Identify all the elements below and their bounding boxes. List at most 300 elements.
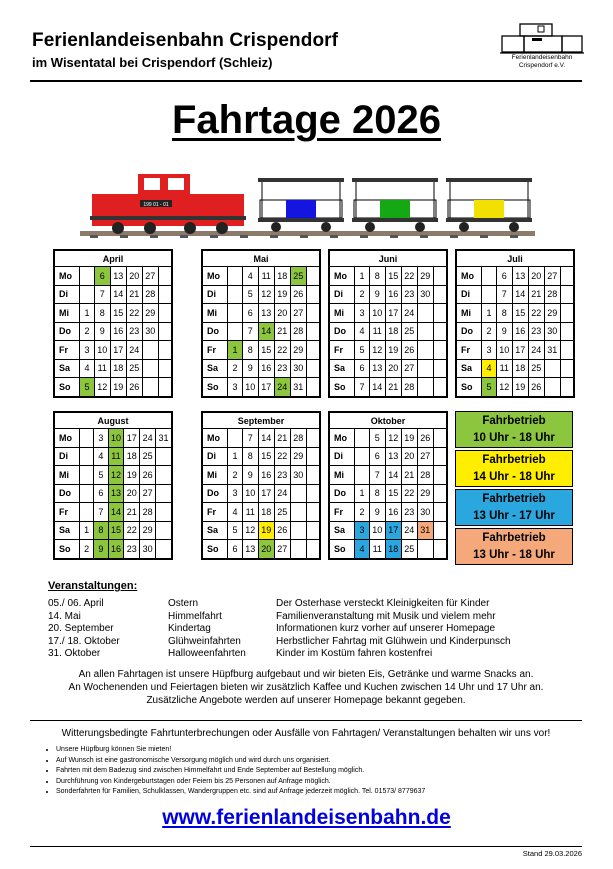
carriage-blue <box>258 178 344 232</box>
date-cell <box>142 359 158 378</box>
date-cell: 24 <box>274 378 290 397</box>
date-cell <box>417 304 433 323</box>
event-date: 05./ 06. April <box>48 598 104 609</box>
table-row <box>457 322 574 341</box>
date-cell <box>290 540 306 559</box>
date-cell: 9 <box>242 359 258 378</box>
date-cell: 23 <box>274 359 290 378</box>
month-name: August <box>55 413 172 429</box>
date-cell <box>417 540 433 559</box>
date-cell: 21 <box>385 378 401 397</box>
date-cell: 12 <box>108 466 124 485</box>
date-cell: 18 <box>274 267 290 286</box>
event-name: Himmelfahrt <box>168 610 222 622</box>
date-cell: 22 <box>528 304 544 323</box>
date-cell: 14 <box>258 429 274 448</box>
table-row <box>203 341 320 360</box>
date-cell: 16 <box>108 540 124 559</box>
date-cell <box>433 466 446 485</box>
date-cell: 4 <box>355 540 370 559</box>
table-row <box>457 378 574 397</box>
date-cell: 25 <box>126 359 142 378</box>
date-cell: 27 <box>274 540 290 559</box>
date-cell: 22 <box>274 341 290 360</box>
date-cell: 6 <box>242 304 258 323</box>
date-cell: 19 <box>385 341 401 360</box>
event-name: Glühweinfahrten <box>168 635 241 647</box>
date-cell: 2 <box>482 322 497 341</box>
month-calendar <box>328 411 448 560</box>
list-item: • Sonderfahrten für Familien, Schulklassen, Wandergruppen etc. sind auf Anfrage jederzeit möglich. Tel. 01573/ 8779637 <box>56 787 425 798</box>
date-cell <box>306 378 319 397</box>
list-item <box>48 611 578 624</box>
event-name: Halloweenfahrten <box>168 648 246 659</box>
date-cell: 25 <box>401 540 417 559</box>
date-cell: 10 <box>108 429 124 448</box>
month-calendar <box>455 249 575 398</box>
date-cell: 29 <box>290 447 306 466</box>
date-cell: 31 <box>544 341 560 360</box>
date-cell: 25 <box>290 267 306 286</box>
weekday-label: Fr <box>55 341 80 360</box>
date-cell: 13 <box>385 447 401 466</box>
date-cell: 24 <box>140 429 156 448</box>
date-cell: 15 <box>258 447 274 466</box>
month-name: Juli <box>457 251 574 267</box>
weekday-label: Di <box>203 447 228 466</box>
date-cell <box>79 429 93 448</box>
date-cell <box>355 429 370 448</box>
locomotive <box>90 174 246 234</box>
event-name: Ostern <box>168 598 199 609</box>
date-cell: 27 <box>417 447 433 466</box>
date-cell: 15 <box>108 521 124 540</box>
logo-caption: Ferienlandeisenbahn Crispendorf e.V. <box>511 54 573 69</box>
date-cell: 9 <box>242 466 258 485</box>
date-cell: 24 <box>126 341 142 360</box>
date-cell: 19 <box>512 378 528 397</box>
weekday-label: Sa <box>203 521 228 540</box>
date-cell: 26 <box>290 285 306 304</box>
list-item <box>48 623 578 636</box>
date-cell: 29 <box>417 267 433 286</box>
date-cell <box>228 285 243 304</box>
date-cell: 23 <box>401 503 417 522</box>
date-cell: 28 <box>140 503 156 522</box>
date-cell <box>306 267 319 286</box>
date-cell <box>560 322 573 341</box>
date-cell: 12 <box>369 341 385 360</box>
date-cell: 31 <box>290 378 306 397</box>
date-cell <box>156 521 172 540</box>
table-row <box>330 429 447 448</box>
date-cell: 24 <box>528 341 544 360</box>
date-cell: 31 <box>156 429 172 448</box>
date-cell: 14 <box>512 285 528 304</box>
weekday-label: Mo <box>330 267 355 286</box>
date-cell: 23 <box>528 322 544 341</box>
table-row <box>55 378 172 397</box>
date-cell <box>355 466 370 485</box>
date-cell <box>417 378 433 397</box>
weekday-label: Di <box>457 285 482 304</box>
date-cell: 6 <box>355 359 370 378</box>
date-cell: 5 <box>94 466 108 485</box>
date-cell <box>433 341 446 360</box>
list-item: • Fahrten mit dem Badezug sind zwischen Himmelfahrt und Ende September auf Bestellung möglich. <box>56 766 425 777</box>
divider <box>30 720 582 721</box>
date-cell: 26 <box>274 521 290 540</box>
date-cell <box>156 484 172 503</box>
weekday-label: Fr <box>203 341 228 360</box>
event-date: 31. Oktober <box>48 648 101 659</box>
date-cell: 10 <box>94 341 110 360</box>
date-cell <box>417 359 433 378</box>
weekday-label: So <box>203 540 228 559</box>
date-cell: 7 <box>94 503 108 522</box>
date-cell: 17 <box>258 378 274 397</box>
legend-time: 13 Uhr - 18 Uhr <box>473 549 555 561</box>
date-cell <box>417 341 433 360</box>
table-row <box>203 429 320 448</box>
date-cell <box>228 267 243 286</box>
date-cell: 13 <box>512 267 528 286</box>
weekday-label: Do <box>55 322 80 341</box>
weather-notice: Witterungsbedingte Fahrtunterbrechungen oder Ausfälle von Fahrtagen/ Veranstaltungen behalten wir uns vor! <box>61 728 551 739</box>
date-cell: 5 <box>482 378 497 397</box>
weekday-label: Do <box>203 484 228 503</box>
date-cell <box>79 466 93 485</box>
weekday-label: So <box>330 540 355 559</box>
info-line: An allen Fahrtagen ist unsere Hüpfburg aufgebaut und wir bieten Eis, Getränke und warme Snacks an. <box>78 669 534 680</box>
month-calendar <box>201 249 321 398</box>
date-cell: 25 <box>274 503 290 522</box>
weekday-label: Sa <box>457 359 482 378</box>
date-cell: 11 <box>369 322 385 341</box>
date-cell <box>306 304 319 323</box>
table-row <box>203 447 320 466</box>
date-cell: 3 <box>482 341 497 360</box>
table-row <box>330 466 447 485</box>
carriage-yellow <box>446 178 532 232</box>
date-cell: 11 <box>242 503 258 522</box>
date-cell: 28 <box>401 378 417 397</box>
date-cell: 30 <box>140 540 156 559</box>
date-cell: 15 <box>512 304 528 323</box>
date-cell: 30 <box>417 285 433 304</box>
date-cell: 20 <box>124 484 140 503</box>
date-cell <box>290 503 306 522</box>
date-cell <box>290 521 306 540</box>
weekday-label: Mo <box>457 267 482 286</box>
date-cell: 7 <box>369 466 385 485</box>
date-cell: 22 <box>126 304 142 323</box>
date-cell: 27 <box>544 267 560 286</box>
date-cell: 1 <box>355 484 370 503</box>
date-cell: 19 <box>274 285 290 304</box>
legend-item <box>455 411 573 448</box>
date-cell: 4 <box>355 322 370 341</box>
date-cell: 16 <box>385 285 401 304</box>
date-cell: 28 <box>142 285 158 304</box>
date-cell <box>560 378 573 397</box>
website-link[interactable]: www.ferienlandeisenbahn.de <box>162 806 451 829</box>
weekday-label: Di <box>203 285 228 304</box>
legend-time: 13 Uhr - 17 Uhr <box>473 510 555 522</box>
date-cell: 6 <box>94 484 108 503</box>
table-row <box>203 378 320 397</box>
weekday-label: Sa <box>203 359 228 378</box>
date-cell <box>228 304 243 323</box>
weekday-label: Do <box>457 322 482 341</box>
date-cell: 8 <box>242 341 258 360</box>
date-cell: 25 <box>401 322 417 341</box>
date-cell <box>433 304 446 323</box>
date-cell <box>228 322 243 341</box>
date-cell <box>158 378 171 397</box>
date-cell: 12 <box>258 285 274 304</box>
date-cell: 5 <box>242 285 258 304</box>
date-cell: 15 <box>385 267 401 286</box>
date-cell <box>544 378 560 397</box>
date-cell: 14 <box>385 466 401 485</box>
date-cell: 21 <box>401 466 417 485</box>
date-cell: 14 <box>369 378 385 397</box>
weekday-label: Mi <box>457 304 482 323</box>
date-cell: 6 <box>228 540 243 559</box>
date-cell <box>433 285 446 304</box>
date-cell: 17 <box>512 341 528 360</box>
weekday-label: Di <box>330 447 355 466</box>
month-name: Juni <box>330 251 447 267</box>
date-cell: 8 <box>94 521 108 540</box>
date-cell: 26 <box>140 466 156 485</box>
date-cell: 3 <box>228 484 243 503</box>
date-cell <box>433 447 446 466</box>
date-cell <box>433 322 446 341</box>
date-cell: 13 <box>369 359 385 378</box>
date-cell: 20 <box>528 267 544 286</box>
legend-label: Fahrbetrieb <box>482 454 546 466</box>
legend-label: Fahrbetrieb <box>482 415 546 427</box>
table-row <box>457 304 574 323</box>
date-cell: 12 <box>94 378 110 397</box>
date-cell: 23 <box>401 285 417 304</box>
date-cell: 7 <box>355 378 370 397</box>
date-cell: 3 <box>228 378 243 397</box>
date-cell: 9 <box>369 285 385 304</box>
date-cell: 10 <box>496 341 512 360</box>
date-cell: 19 <box>124 466 140 485</box>
table-row <box>330 521 447 540</box>
table-row <box>330 304 447 323</box>
table-row <box>203 304 320 323</box>
table-row <box>457 341 574 360</box>
table-row <box>203 359 320 378</box>
table-row <box>55 285 172 304</box>
date-cell: 7 <box>242 429 258 448</box>
weekday-label: Do <box>55 484 80 503</box>
date-cell: 28 <box>290 322 306 341</box>
weekday-label: Mo <box>330 429 355 448</box>
date-cell: 18 <box>512 359 528 378</box>
date-cell <box>560 359 573 378</box>
date-cell: 16 <box>110 322 126 341</box>
date-cell: 11 <box>496 359 512 378</box>
date-cell: 6 <box>496 267 512 286</box>
date-cell: 4 <box>94 447 108 466</box>
date-cell: 16 <box>385 503 401 522</box>
date-cell: 18 <box>385 322 401 341</box>
date-cell: 2 <box>228 359 243 378</box>
date-cell: 9 <box>94 322 110 341</box>
legend-item <box>455 489 573 526</box>
date-cell: 30 <box>544 322 560 341</box>
date-cell: 27 <box>290 304 306 323</box>
date-cell <box>156 540 172 559</box>
page-title: Fahrtage 2026 <box>171 98 442 142</box>
event-desc: Kinder im Kostüm fahren kostenfrei <box>276 648 433 659</box>
date-cell <box>417 322 433 341</box>
date-cell: 10 <box>242 484 258 503</box>
month-name: Oktober <box>330 413 447 429</box>
weekday-label: Mi <box>55 304 80 323</box>
info-text <box>40 668 572 707</box>
date-cell: 18 <box>124 447 140 466</box>
date-cell <box>433 359 446 378</box>
event-desc: Informationen kurz vorher auf unserer Homepage <box>276 623 496 634</box>
date-cell <box>80 285 95 304</box>
weekday-label: Mo <box>203 267 228 286</box>
date-cell: 11 <box>258 267 274 286</box>
weekday-label: So <box>330 378 355 397</box>
date-cell <box>158 341 171 360</box>
month-calendar <box>53 249 173 398</box>
date-cell: 17 <box>385 521 401 540</box>
date-cell <box>80 267 95 286</box>
date-cell: 19 <box>110 378 126 397</box>
weekday-label: Fr <box>330 503 355 522</box>
date-cell <box>433 540 446 559</box>
list-item: • Durchführung von Kindergeburtstagen oder Feiern bis 25 Personen auf Anfrage möglich. <box>56 777 425 788</box>
date-cell: 5 <box>228 521 243 540</box>
date-cell <box>306 447 319 466</box>
date-cell: 10 <box>242 378 258 397</box>
table-row <box>55 267 172 286</box>
table-row <box>330 267 447 286</box>
table-row <box>55 503 172 522</box>
date-cell: 21 <box>126 285 142 304</box>
event-desc: Der Osterhase versteckt Kleinigkeiten für Kinder <box>276 598 490 609</box>
date-cell <box>355 447 370 466</box>
table-row <box>203 484 320 503</box>
table-row <box>330 447 447 466</box>
date-cell: 15 <box>258 341 274 360</box>
date-cell: 11 <box>108 447 124 466</box>
date-cell: 18 <box>258 503 274 522</box>
weekday-label: Fr <box>457 341 482 360</box>
loco-label: 199 01 - 01 <box>143 202 169 208</box>
date-cell <box>142 378 158 397</box>
date-cell: 17 <box>258 484 274 503</box>
table-row <box>55 484 172 503</box>
weekday-label: Do <box>330 322 355 341</box>
date-cell <box>482 267 497 286</box>
date-cell: 4 <box>242 267 258 286</box>
date-cell <box>306 484 319 503</box>
date-cell <box>306 359 319 378</box>
event-date: 20. September <box>48 623 114 634</box>
date-cell <box>560 304 573 323</box>
date-cell <box>158 359 171 378</box>
weekday-label: Fr <box>330 341 355 360</box>
month-calendar <box>328 249 448 398</box>
date-cell: 28 <box>290 429 306 448</box>
date-cell: 29 <box>417 484 433 503</box>
date-cell: 29 <box>544 304 560 323</box>
weekday-label: Fr <box>203 503 228 522</box>
date-cell: 7 <box>94 285 110 304</box>
weekday-label: Di <box>330 285 355 304</box>
date-cell: 7 <box>242 322 258 341</box>
legend-item <box>455 528 573 565</box>
date-cell: 1 <box>482 304 497 323</box>
date-cell: 30 <box>142 322 158 341</box>
date-cell <box>306 285 319 304</box>
date-cell: 18 <box>385 540 401 559</box>
info-line: Zusätzliche Angebote werden auf unserer Homepage bekannt gegeben. <box>146 695 466 706</box>
org-title: Ferienlandeisenbahn Crispendorf <box>32 30 339 51</box>
date-cell: 2 <box>355 503 370 522</box>
date-cell: 3 <box>355 304 370 323</box>
date-cell <box>433 429 446 448</box>
date-cell: 22 <box>401 484 417 503</box>
table-row <box>330 484 447 503</box>
date-cell: 15 <box>110 304 126 323</box>
legend-label: Fahrbetrieb <box>482 532 546 544</box>
date-cell <box>158 285 171 304</box>
date-cell: 23 <box>274 466 290 485</box>
table-row <box>203 503 320 522</box>
date-cell: 19 <box>401 429 417 448</box>
legend-time: 10 Uhr - 18 Uhr <box>473 432 555 444</box>
date-cell: 25 <box>140 447 156 466</box>
date-cell: 5 <box>80 378 95 397</box>
table-row <box>203 322 320 341</box>
date-cell: 8 <box>496 304 512 323</box>
date-cell: 10 <box>369 304 385 323</box>
date-cell: 25 <box>528 359 544 378</box>
date-cell: 21 <box>124 503 140 522</box>
date-cell: 3 <box>355 521 370 540</box>
train-illustration <box>80 168 535 243</box>
date-cell <box>433 378 446 397</box>
date-cell <box>158 322 171 341</box>
table-row <box>55 304 172 323</box>
weekday-label: So <box>55 540 80 559</box>
table-row <box>55 322 172 341</box>
table-row <box>330 359 447 378</box>
date-cell <box>306 341 319 360</box>
date-cell: 24 <box>401 304 417 323</box>
table-row <box>330 540 447 559</box>
table-row <box>55 429 172 448</box>
weekday-label: Sa <box>55 521 80 540</box>
weekday-label: So <box>55 378 80 397</box>
date-cell <box>306 322 319 341</box>
date-cell: 7 <box>496 285 512 304</box>
date-cell: 2 <box>228 466 243 485</box>
